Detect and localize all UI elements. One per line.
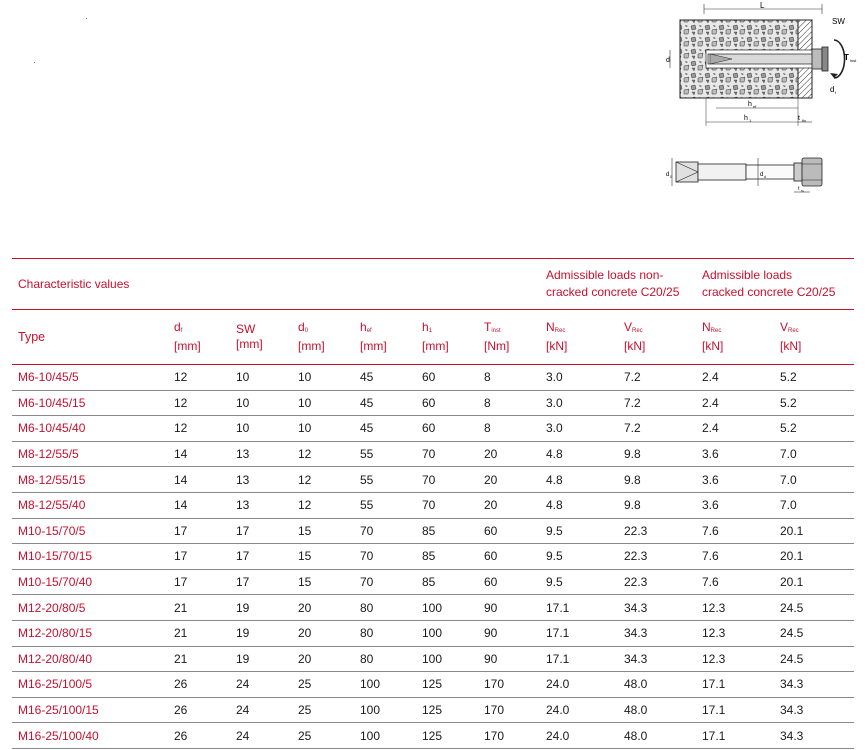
value-cell: 125 — [416, 723, 478, 749]
value-cell: 20 — [478, 467, 540, 493]
value-cell: 17.1 — [696, 723, 774, 749]
value-cell: 34.3 — [774, 723, 854, 749]
type-cell: M10-15/70/5 — [12, 518, 168, 544]
value-cell: 125 — [416, 697, 478, 723]
table-row — [12, 646, 854, 672]
bolt-d0-sub: 0 — [670, 175, 672, 179]
column-symbol-subscript: Rec — [710, 328, 722, 334]
value-cell: 60 — [478, 544, 540, 570]
type-cell: M10-15/70/40 — [12, 569, 168, 595]
value-cell: 90 — [478, 620, 540, 646]
column-symbol: N — [702, 320, 711, 334]
table-body — [12, 365, 854, 749]
h1-sub: 1 — [749, 118, 752, 123]
column-symbol-subscript: Rec — [632, 328, 643, 334]
value-cell: 100 — [416, 620, 478, 646]
value-cell: 3.0 — [540, 365, 618, 391]
column-header-label — [422, 320, 472, 339]
value-cell: 70 — [354, 569, 416, 595]
table-row — [12, 467, 854, 493]
value-cell: 25 — [292, 672, 354, 698]
value-cell: 19 — [230, 646, 292, 672]
value-cell: 17.1 — [540, 620, 618, 646]
value-cell: 26 — [168, 723, 230, 749]
value-cell: 60 — [416, 365, 478, 391]
value-cell: 45 — [354, 365, 416, 391]
value-cell: 19 — [230, 620, 292, 646]
value-cell: 7.0 — [774, 492, 854, 518]
column-symbol: V — [780, 320, 789, 334]
value-cell: 3.0 — [540, 416, 618, 442]
noncracked-line2: cracked concrete C20/25 — [546, 285, 680, 299]
column-header-label — [236, 322, 286, 337]
value-cell: 12 — [168, 365, 230, 391]
value-cell: 24.0 — [540, 697, 618, 723]
column-header — [168, 310, 230, 365]
column-header — [292, 310, 354, 365]
column-symbol: d — [174, 320, 181, 334]
column-header-label — [298, 320, 348, 339]
value-cell: 10 — [230, 416, 292, 442]
value-cell: 21 — [168, 595, 230, 621]
column-unit: [Nm] — [484, 339, 510, 353]
value-cell: 17.1 — [540, 595, 618, 621]
value-cell: 9.8 — [618, 441, 696, 467]
column-unit: [mm] — [422, 339, 449, 353]
value-cell: 7.2 — [618, 416, 696, 442]
column-header — [230, 310, 292, 365]
value-cell: 12 — [292, 492, 354, 518]
column-header-label — [624, 320, 690, 339]
value-cell: 20 — [292, 646, 354, 672]
bolt-dd-sub: d — [764, 175, 766, 179]
value-cell: 9.5 — [540, 518, 618, 544]
value-cell: 14 — [168, 467, 230, 493]
value-cell: 48.0 — [618, 723, 696, 749]
value-cell: 5.2 — [774, 416, 854, 442]
table-row — [12, 492, 854, 518]
value-cell: 24.5 — [774, 620, 854, 646]
value-cell: 9.8 — [618, 467, 696, 493]
value-cell: 25 — [292, 697, 354, 723]
value-cell: 100 — [416, 595, 478, 621]
value-cell: 17 — [230, 569, 292, 595]
column-header — [416, 310, 478, 365]
type-cell: M6-10/45/40 — [12, 416, 168, 442]
value-cell: 4.8 — [540, 467, 618, 493]
value-cell: 170 — [478, 697, 540, 723]
value-cell: 2.4 — [696, 390, 774, 416]
dim-L-label: L — [760, 1, 765, 10]
installation-diagram — [662, 0, 862, 132]
value-cell: 20.1 — [774, 544, 854, 570]
table-row — [12, 620, 854, 646]
value-cell: 12.3 — [696, 646, 774, 672]
value-cell: 13 — [230, 467, 292, 493]
noncracked-loads-header — [540, 259, 696, 310]
cracked-loads-header — [696, 259, 854, 310]
value-cell: 60 — [416, 390, 478, 416]
value-cell: 10 — [292, 390, 354, 416]
value-cell: 90 — [478, 595, 540, 621]
value-cell: 9.5 — [540, 569, 618, 595]
type-cell: M12-20/80/5 — [12, 595, 168, 621]
value-cell: 20.1 — [774, 569, 854, 595]
value-cell: 90 — [478, 646, 540, 672]
value-cell: 2.4 — [696, 365, 774, 391]
group-header-row — [12, 259, 854, 310]
value-cell: 3.0 — [540, 390, 618, 416]
value-cell: 60 — [416, 416, 478, 442]
column-unit: [kN] — [702, 339, 724, 353]
column-header-label — [780, 320, 848, 339]
column-header-label — [360, 320, 410, 339]
table-row — [12, 569, 854, 595]
hef-sub: ef — [753, 104, 757, 109]
value-cell: 170 — [478, 672, 540, 698]
value-cell: 45 — [354, 390, 416, 416]
type-cell: M8-12/55/40 — [12, 492, 168, 518]
table-row — [12, 441, 854, 467]
value-cell: 10 — [292, 416, 354, 442]
tinst-sub: inst — [850, 58, 857, 63]
value-cell: 80 — [354, 646, 416, 672]
value-cell: 24.5 — [774, 595, 854, 621]
value-cell: 17 — [230, 518, 292, 544]
value-cell: 24 — [230, 697, 292, 723]
column-header-label — [546, 320, 612, 339]
column-header — [354, 310, 416, 365]
value-cell: 85 — [416, 544, 478, 570]
value-cell: 70 — [416, 467, 478, 493]
value-cell: 24 — [230, 723, 292, 749]
table-row — [12, 518, 854, 544]
stray-dot — [86, 18, 87, 19]
value-cell: 85 — [416, 569, 478, 595]
value-cell: 10 — [230, 390, 292, 416]
value-cell: 60 — [478, 518, 540, 544]
value-cell: 100 — [354, 672, 416, 698]
value-cell: 15 — [292, 569, 354, 595]
value-cell: 17.1 — [540, 646, 618, 672]
bolt-dd-label: d — [760, 172, 764, 178]
bolt-d0-label: d — [666, 172, 670, 178]
table-row — [12, 672, 854, 698]
table-row — [12, 723, 854, 749]
table-row — [12, 390, 854, 416]
value-cell: 85 — [416, 518, 478, 544]
value-cell: 20 — [478, 492, 540, 518]
df-label: d — [830, 85, 835, 94]
value-cell: 12 — [292, 441, 354, 467]
value-cell: 20 — [292, 595, 354, 621]
value-cell: 3.6 — [696, 441, 774, 467]
value-cell: 7.0 — [774, 441, 854, 467]
value-cell: 20 — [478, 441, 540, 467]
type-cell: M12-20/80/15 — [12, 620, 168, 646]
column-symbol: N — [546, 320, 555, 334]
value-cell: 17.1 — [696, 697, 774, 723]
value-cell: 14 — [168, 441, 230, 467]
table-row — [12, 416, 854, 442]
column-symbol: Type — [18, 329, 46, 344]
table-row — [12, 595, 854, 621]
column-header — [774, 310, 854, 365]
column-symbol: V — [624, 320, 633, 334]
value-cell: 100 — [354, 723, 416, 749]
column-header — [12, 310, 168, 365]
value-cell: 21 — [168, 620, 230, 646]
value-cell: 24.0 — [540, 723, 618, 749]
column-unit: [mm] — [298, 339, 325, 353]
tinst-label: T — [844, 53, 849, 62]
type-cell: M6-10/45/5 — [12, 365, 168, 391]
value-cell: 48.0 — [618, 672, 696, 698]
value-cell: 17 — [168, 569, 230, 595]
column-symbol-subscript: 1 — [428, 328, 433, 334]
column-symbol-subscript: 0 — [304, 328, 309, 334]
value-cell: 12 — [168, 390, 230, 416]
column-symbol: d — [298, 320, 305, 334]
stray-dot — [34, 62, 35, 63]
column-header-label — [702, 320, 768, 339]
value-cell: 80 — [354, 595, 416, 621]
value-cell: 24.5 — [774, 646, 854, 672]
value-cell: 12 — [292, 467, 354, 493]
value-cell: 22.3 — [618, 544, 696, 570]
value-cell: 34.3 — [774, 697, 854, 723]
value-cell: 48.0 — [618, 697, 696, 723]
column-header-label — [484, 320, 534, 339]
value-cell: 100 — [416, 646, 478, 672]
value-cell: 80 — [354, 620, 416, 646]
value-cell: 5.2 — [774, 365, 854, 391]
value-cell: 20.1 — [774, 518, 854, 544]
value-cell: 17 — [168, 518, 230, 544]
column-header — [540, 310, 618, 365]
value-cell: 70 — [354, 518, 416, 544]
value-cell: 55 — [354, 441, 416, 467]
column-header-label — [174, 320, 224, 339]
column-symbol-subscript: f — [180, 328, 183, 334]
value-cell: 3.6 — [696, 467, 774, 493]
value-cell: 24 — [230, 672, 292, 698]
column-symbol: T — [484, 320, 492, 334]
anchor-bolt-diagram — [662, 150, 837, 200]
value-cell: 22.3 — [618, 569, 696, 595]
type-cell: M6-10/45/15 — [12, 390, 168, 416]
column-header-row — [12, 310, 854, 365]
cracked-line1: Admissible loads — [702, 268, 793, 282]
value-cell: 26 — [168, 697, 230, 723]
column-symbol-subscript: Rec — [554, 328, 566, 334]
value-cell: 21 — [168, 646, 230, 672]
hef-label: h — [748, 101, 752, 108]
value-cell: 12.3 — [696, 620, 774, 646]
value-cell: 55 — [354, 492, 416, 518]
value-cell: 7.6 — [696, 544, 774, 570]
column-symbol: h — [422, 320, 429, 334]
value-cell: 14 — [168, 492, 230, 518]
value-cell: 7.0 — [774, 467, 854, 493]
column-symbol: SW — [236, 322, 256, 336]
table-row — [12, 365, 854, 391]
column-unit: [kN] — [624, 339, 646, 353]
value-cell: 8 — [478, 390, 540, 416]
df-sub: f — [835, 90, 837, 95]
value-cell: 12.3 — [696, 595, 774, 621]
value-cell: 55 — [354, 467, 416, 493]
sw-label: SW — [832, 17, 845, 26]
value-cell: 17 — [168, 544, 230, 570]
column-header — [478, 310, 540, 365]
value-cell: 9.8 — [618, 492, 696, 518]
value-cell: 8 — [478, 365, 540, 391]
value-cell: 60 — [478, 569, 540, 595]
value-cell: 19 — [230, 595, 292, 621]
value-cell: 2.4 — [696, 416, 774, 442]
value-cell: 34.3 — [774, 672, 854, 698]
type-cell: M8-12/55/15 — [12, 467, 168, 493]
value-cell: 100 — [354, 697, 416, 723]
table-row — [12, 697, 854, 723]
value-cell: 7.2 — [618, 365, 696, 391]
column-symbol: h — [360, 320, 367, 334]
column-header — [618, 310, 696, 365]
column-unit: [mm] — [174, 339, 201, 353]
value-cell: 10 — [292, 365, 354, 391]
noncracked-line1: Admissible loads non- — [546, 268, 664, 282]
type-cell: M16-25/100/40 — [12, 723, 168, 749]
value-cell: 7.6 — [696, 569, 774, 595]
value-cell: 70 — [354, 544, 416, 570]
tfix-label: t — [798, 115, 800, 122]
value-cell: 34.3 — [618, 595, 696, 621]
column-symbol-subscript: ef — [366, 328, 372, 334]
value-cell: 25 — [292, 723, 354, 749]
value-cell: 70 — [416, 441, 478, 467]
column-symbol-subscript: inst — [491, 328, 501, 334]
column-header — [696, 310, 774, 365]
column-symbol-subscript: Rec — [788, 328, 799, 334]
value-cell: 5.2 — [774, 390, 854, 416]
tfix-sub: fix — [802, 118, 806, 123]
value-cell: 4.8 — [540, 492, 618, 518]
value-cell: 17 — [230, 544, 292, 570]
value-cell: 125 — [416, 672, 478, 698]
value-cell: 4.8 — [540, 441, 618, 467]
type-cell: M10-15/70/15 — [12, 544, 168, 570]
value-cell: 34.3 — [618, 646, 696, 672]
value-cell: 3.6 — [696, 492, 774, 518]
column-header-label — [18, 330, 162, 345]
value-cell: 15 — [292, 518, 354, 544]
value-cell: 70 — [416, 492, 478, 518]
table-row — [12, 544, 854, 570]
value-cell: 7.6 — [696, 518, 774, 544]
value-cell: 8 — [478, 416, 540, 442]
d0-label: d — [666, 57, 670, 64]
column-unit: [kN] — [546, 339, 568, 353]
column-unit: [kN] — [780, 339, 802, 353]
type-cell: M16-25/100/15 — [12, 697, 168, 723]
value-cell: 20 — [292, 620, 354, 646]
type-cell: M8-12/55/5 — [12, 441, 168, 467]
value-cell: 10 — [230, 365, 292, 391]
value-cell: 12 — [168, 416, 230, 442]
cracked-line2: cracked concrete C20/25 — [702, 285, 836, 299]
value-cell: 45 — [354, 416, 416, 442]
value-cell: 9.5 — [540, 544, 618, 570]
value-cell: 170 — [478, 723, 540, 749]
bolt-tfix-sub: fix — [801, 189, 804, 193]
value-cell: 24.0 — [540, 672, 618, 698]
bolt-tfix-label: t — [798, 186, 800, 192]
column-unit: [mm] — [236, 337, 263, 351]
type-cell: M16-25/100/5 — [12, 672, 168, 698]
value-cell: 26 — [168, 672, 230, 698]
anchor-specification-table — [12, 258, 854, 749]
value-cell: 34.3 — [618, 620, 696, 646]
value-cell: 17.1 — [696, 672, 774, 698]
h1-label: h — [744, 115, 748, 122]
value-cell: 22.3 — [618, 518, 696, 544]
column-unit: [mm] — [360, 339, 387, 353]
value-cell: 13 — [230, 492, 292, 518]
value-cell: 15 — [292, 544, 354, 570]
characteristic-values-header: Characteristic values — [12, 259, 540, 310]
value-cell: 13 — [230, 441, 292, 467]
value-cell: 7.2 — [618, 390, 696, 416]
type-cell: M12-20/80/40 — [12, 646, 168, 672]
